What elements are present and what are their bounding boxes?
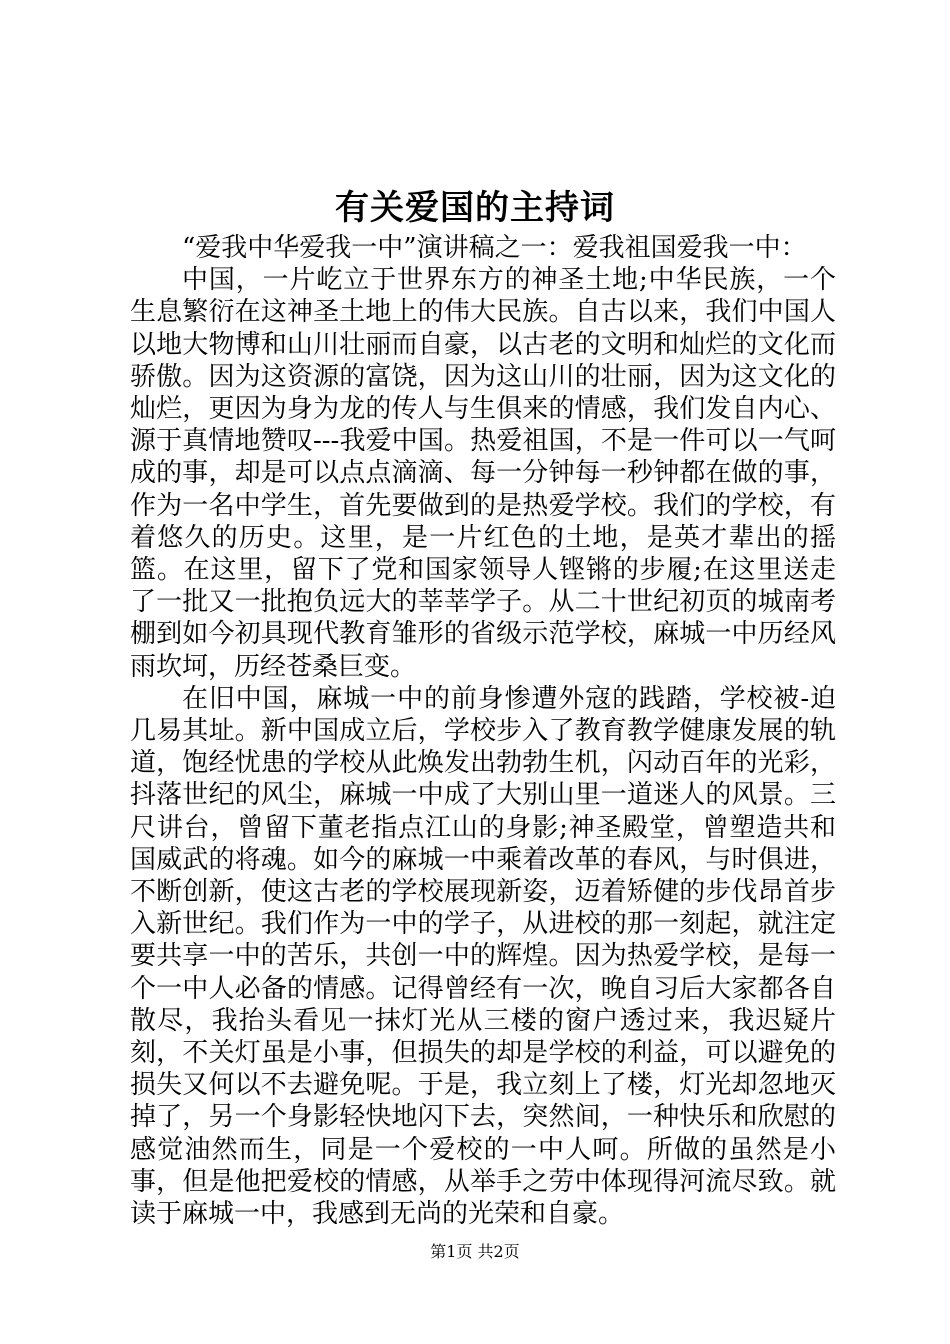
page-title: 有关爱国的主持词: [335, 188, 615, 228]
document-body: [130, 232, 836, 1230]
page-footer: 第1页 共2页: [430, 1242, 520, 1261]
body-paragraph: 中国，一片屹立于世界东方的神圣土地;中华民族，一个生息繁衍在这神圣土地上的伟大民族。自古以来，我们中国人以地大物博和山川壮丽而自豪，以古老的文明和灿烂的文化而骄傲。因为这资源的富饶，因为这山川的壮丽，因为这文化的灿烂，更因为身为龙的传人与生俱来的情感，我们发自内心、源于真情地赞叹---我爱中国。热爱祖国，不是一件可以一气呵成的事，却是可以点点滴滴、每一分钟每一秒钟都在做的事，作为一名中学生，首先要做到的是热爱学校。我们的学校，有着悠久的历史。这里，是一片红色的土地，是英才辈出的摇篮。在这里，留下了党和国家领导人铿锵的步履;在这里送走了一批又一批抱负远大的莘莘学子。从二十世纪初页的城南考棚到如今初具现代教育雏形的省级示范学校，麻城一中历经风雨坎坷，历经苍桑巨变。: [130, 265, 836, 682]
body-paragraph: 在旧中国，麻城一中的前身惨遭外寇的践踏，学校被-迫几易其址。新中国成立后，学校步入了教育教学健康发展的轨道，饱经忧患的学校从此焕发出勃勃生机，闪动百年的光彩，抖落世纪的风尘，麻城一中成了大别山里一道迷人的风景。三尺讲台，曾留下董老指点江山的身影;神圣殿堂，曾塑造共和国威武的将魂。如今的麻城一中乘着改革的春风，与时俱进，不断创新，使这古老的学校展现新姿，迈着矫健的步伐昂首步入新世纪。我们作为一中的学子，从进校的那一刻起，就注定要共享一中的苦乐，共创一中的辉煌。因为热爱学校，是每一个一中人必备的情感。记得曾经有一次，晚自习后大家都各自散尽，我抬头看见一抹灯光从三楼的窗户透过来，我迟疑片刻，不关灯虽是小事，但损失的却是学校的利益，可以避免的损失又何以不去避免呢。于是，我立刻上了楼，灯光却忽地灭掉了，另一个身影轻快地闪下去，突然间，一种快乐和欣慰的感觉油然而生，同是一个爱校的一中人呵。所做的虽然是小事，但是他把爱校的情感，从举手之劳中体现得河流尽致。就读于麻城一中，我感到无尚的光荣和自豪。: [130, 683, 836, 1230]
speech-subtitle: “爱我中华爱我一中”演讲稿之一：爱我祖国爱我一中：: [182, 233, 807, 263]
